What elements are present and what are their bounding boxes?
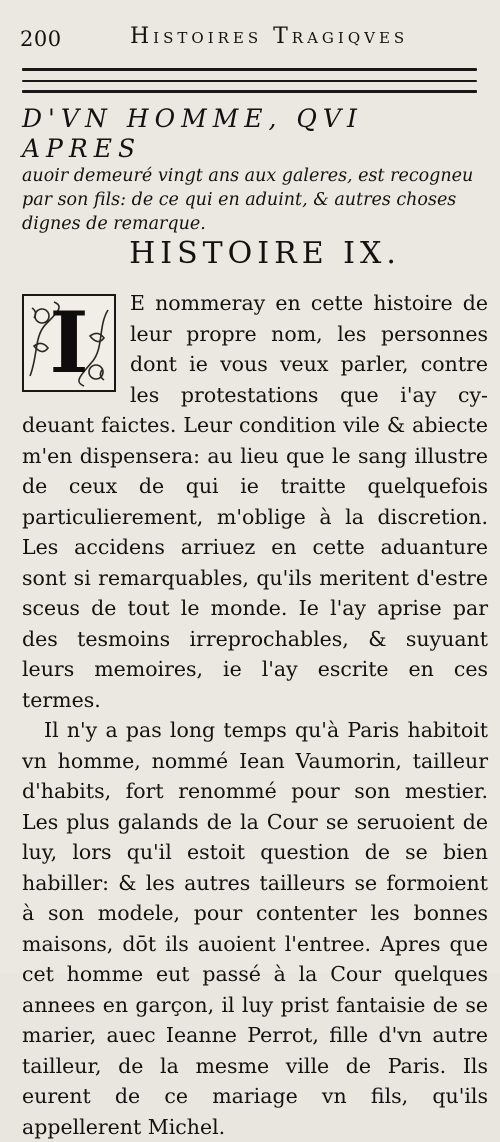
drop-cap — [22, 294, 116, 392]
heading-sub: auoir demeuré vingt ans aux galeres, est recogneu par son fils: de ce qui en aduint, & autres choses dignes de remarque. — [22, 166, 474, 234]
story-heading — [22, 104, 482, 236]
page-number: 200 — [20, 27, 62, 51]
rule-line — [22, 90, 477, 93]
paragraph-2: Il n'y a pas long temps qu'à Paris habitoit vn homme, nommé Iean Vaumorin, tailleur d'habits, fort renommé pour son mestier. Les plus galands de la Cour se seruoient de luy, lors qu'il estoit question de se bien habiller: & les autres tailleurs se formoient à son modele, pour contenter les bonnes maisons, dōt ils auoient l'entree. Apres que cet homme eut passé à la Cour quelques annees en garçon, il luy prist fantaisie de se marier, auec Ieanne Perrot, fille d'vn autre tailleur, de la mesme ville de Paris. Ils eurent de ce mariage vn fils, qu'ils appellerent Michel. — [22, 718, 488, 1139]
ornamental-rules — [22, 66, 477, 96]
rule-line — [22, 68, 477, 71]
running-title: Histoires Tragiqves — [130, 24, 409, 49]
drop-cap-letter: I — [49, 293, 89, 392]
heading-main: D'VN HOMME, QVI APRES — [22, 104, 363, 163]
running-head — [20, 24, 480, 54]
rule-line — [22, 80, 477, 82]
body-text — [22, 288, 488, 1142]
chapter-title: HISTOIRE IX. — [129, 236, 401, 271]
paragraph-1: E nommeray en cette histoire de leur propre nom, les personnes dont ie vous veux parler, contre les protestations que i'ay cy-deuant faictes. Leur condition vile & abiecte m'en dispensera: au lieu que le sang illustre de ceux de qui ie traitte quelquefois particulierement, m'oblige à la discretion. Les accidens arriuez en cette aduanture sont si remarquables, qu'ils meritent d'estre sceus de tout le monde. Ie l'ay aprise par des tesmoins irreprochables, & suyuant leurs memoires, ie l'ay escrite en ces termes. — [22, 291, 488, 712]
